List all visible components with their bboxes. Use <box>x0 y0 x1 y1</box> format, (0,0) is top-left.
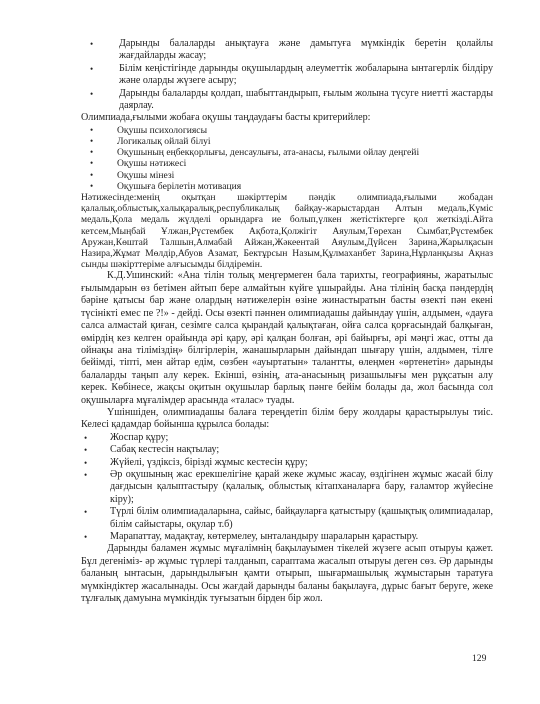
criteria-list <box>81 125 493 192</box>
list-item: • Әр оқушының жас ерекшелігіне қарай жеке жұмыс жасау, өздігінен жұмыс жасай білу дағдысын қалыптастыру (қалалық, облыстық кітапханаларға бару, ғаламтор жүйесіне кіру); <box>81 469 493 506</box>
list-item: • Логикалық ойлай білуі <box>81 136 493 147</box>
page-content <box>81 38 493 605</box>
ushinsky-paragraph: К.Д.Ушинский: «Ана тілін толық меңгермеген бала тарихты, географияны, жаратылыс ғылымдарын өз бетімен айтып бере алмайтын күйге ұшырайды. Ана тілінің басқа пәндердің бәріне қатысы бар және олардың нәтижелерін өзіне жинастыратын басты өзекті пән екені түсінікті емес пе ?!» - дейді. Осы өзекті пәннен олимпиадашы дайындау үшін, алдымен, «дауға салса алмастай қиған, сезімге салса қырандай қалықтаған, ойға салса қорғасындай балқыған, өмірдің кез келген орайында әрі қару, әрі қалқан болған, әрі байырғы, әрі мәңгі жас, отты да ойнақы ана тіліміздің» білгірлерін, жанашырларын дайындап шығару үшін, алдымен, тілге бейімді, тіпті, мен айтар едім, сөзбен «ауыртатын» талантты, өлеңмен «өртенетін» дарынды балаларды таңып алу керек. Екінші, өзінің, ата-анасының ризашылығы мен рұқсатын алу керек. Көбінесе, жақсы оқитын оқушылар барлық пәнге бейім болады да, жол басында сол оқушыларға мұғалімдер арасында «талас» туады. <box>81 270 493 406</box>
list-item: • Оқушының еңбекқорлығы, денсаулығы, ата-анасы, ғылыми ойлау деңгейі <box>81 147 493 158</box>
list-item: • Оқушыға берілетін мотивация <box>81 181 493 192</box>
list-item: • Дарынды балаларды қолдап, шабыттандырып, ғылым жолына түсуге ниетті жастарды даярлау. <box>81 88 493 113</box>
list-item: • Дарынды балаларды анықтауға және дамытуға мүмкіндік беретін қолайлы жағдайларды жасау; <box>81 38 493 63</box>
list-item: • Оқушы психологиясы <box>81 125 493 136</box>
list-item: • Сабақ кестесін нақтылау; <box>81 444 493 456</box>
goals-list <box>81 38 493 112</box>
list-item: • Оқушы мінезі <box>81 170 493 181</box>
list-item: • Жоспар құру; <box>81 432 493 444</box>
criteria-heading: Олимпиада,ғылыми жобаға оқушы таңдаудағы басты критерийлер: <box>81 112 371 124</box>
page-number: 129 <box>472 653 487 664</box>
results-paragraph: Нәтижесінде:менің оқытқан шәкірттерім пәндік олимпиада,ғылыми жобадан қалалық,облыстық,халықаралық,республикалық байқау-жарыстардан Алтын медаль,Күміс медаль,Қола медаль жүлделі орындарға ие болып,үлкен жетістіктерге қол жеткізді.Айта кетсем,Мыңбай Ұлжан,Рүстембек Ақбота,Қолжігіт Аяулым,Төрехан Сымбат,Рүстембек Аружан,Көштай Талшын,Алмабай Айжан,Жәкеентай Аяулым,Дүйсен Зарина,Жарылқасын Назира,Жұмат Мөлдір,Абуов Азамат, Бектұрсын Назым,Құлмаханбет Зарина,Нұрланқызы Ақназ сынды шәкірттеріме алғысымды білдіремін. <box>81 192 493 271</box>
list-item: • Марапаттау, мадақтау, көтермелеу, ынталандыру шараларын қарастыру. <box>81 531 493 543</box>
list-item: • Оқушы нәтижесі <box>81 158 493 169</box>
list-item: • Жүйелі, үздіксіз, бірізді жұмыс кестесін құру; <box>81 457 493 469</box>
third-paragraph: Үшіншіден, олимпиадашы балаға тереңдетіп білім беру жолдары қарастырылуы тиіс. Келесі қадамдар бойынша құрылса болады: <box>81 406 493 431</box>
steps-list <box>81 432 493 544</box>
list-item: • Түрлі білім олимпиадаларына, сайыс, байқауларға қатыстыру (қашықтық олимпиадалар, білім сайыстары, оқулар т.б) <box>81 506 493 531</box>
final-paragraph: Дарынды баламен жұмыс мұғалімнің бақылауымен тікелей жүзеге асып отыруы қажет. Бұл дегеніміз- әр жұмыс түрлері талданып, сараптама жасалып отыруы деген сөз. Әр дарынды баланың ынтасын, дарындылығын қамти отырып, шығармашылық жұмыстарын таратуға мүмкіндіктер жасалынады. Осы жағдай дарынды баланы бақылауға, дұрыс бағыт беруге, жеке тұлғалық дамуына мүмкіндік туғызатын бірден бір жол. <box>81 543 493 605</box>
list-item: • Білім кеңістігінде дарынды оқушылардың әлеуметтік жобаларына ынтагерлік білдіру және оларды жүзеге асыру; <box>81 63 493 88</box>
